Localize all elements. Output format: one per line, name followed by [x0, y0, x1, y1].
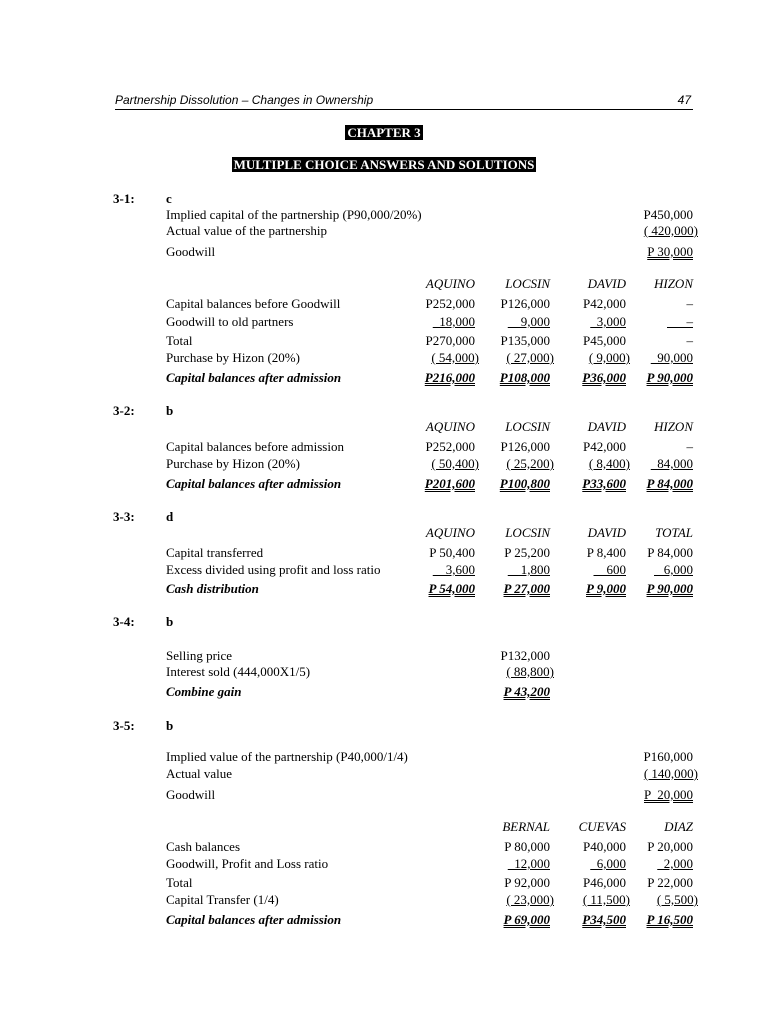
table-cell: 2,000: [657, 856, 693, 871]
row-label: Capital balances after admission: [166, 912, 342, 927]
table-cell: P 69,000: [503, 912, 550, 927]
line-value: P 30,000: [647, 244, 693, 259]
column-header: HIZON: [653, 419, 693, 434]
table-cell: P36,000: [582, 370, 626, 385]
row-label: Excess divided using profit and loss ratio: [166, 562, 381, 577]
table-cell: ( 27,000): [506, 350, 554, 365]
question-number: 3-4:: [113, 614, 135, 629]
table-cell: P 84,000: [647, 545, 693, 560]
column-header: AQUINO: [425, 419, 475, 434]
column-header: TOTAL: [655, 525, 693, 540]
row-label: Capital Transfer (1/4): [166, 892, 279, 907]
question-number: 3-1:: [113, 191, 135, 206]
table-cell: –: [686, 333, 693, 348]
question-answer: b: [166, 718, 174, 733]
column-header: BERNAL: [502, 819, 550, 834]
row-label: Capital balances after admission: [166, 476, 342, 491]
column-header: DAVID: [587, 419, 626, 434]
line-label: Goodwill: [166, 787, 216, 802]
column-header: DAVID: [587, 276, 626, 291]
row-label: Capital transferred: [166, 545, 264, 560]
table-cell: P 22,000: [647, 875, 693, 890]
line-label: Actual value: [166, 766, 233, 781]
table-cell: P40,000: [583, 839, 626, 854]
table-cell: P 92,000: [504, 875, 550, 890]
table-cell: P270,000: [425, 333, 475, 348]
column-header: DIAZ: [664, 819, 693, 834]
table-cell: P216,000: [424, 370, 475, 385]
table-cell: P45,000: [583, 333, 626, 348]
question-answer: c: [166, 191, 172, 206]
row-label: Total: [166, 333, 193, 348]
table-cell: ( 9,000): [588, 350, 630, 365]
question-answer: b: [166, 403, 174, 418]
row-label: Interest sold (444,000X1/5): [166, 664, 311, 679]
question-number: 3-2:: [113, 403, 135, 418]
table-cell: P 20,000: [647, 839, 693, 854]
page-number: 47: [677, 93, 691, 107]
table-cell: P 27,000: [503, 581, 550, 596]
line-value: P 43,200: [503, 684, 550, 699]
table-cell: P 9,000: [586, 581, 626, 596]
table-cell: –: [667, 314, 693, 329]
table-cell: P 16,500: [646, 912, 693, 927]
table-cell: P42,000: [583, 296, 626, 311]
row-label: Total: [166, 875, 193, 890]
row-label: Combine gain: [166, 684, 242, 699]
table-cell: 6,000: [654, 562, 693, 577]
table-cell: P46,000: [583, 875, 626, 890]
header-title: Partnership Dissolution – Changes in Ownership: [115, 93, 374, 107]
table-cell: ( 25,200): [506, 456, 554, 471]
table-cell: 6,000: [590, 856, 626, 871]
table-cell: 3,000: [590, 314, 626, 329]
line-label: Implied capital of the partnership (P90,000/20%): [166, 207, 422, 222]
table-cell: 90,000: [650, 350, 693, 365]
question-answer: b: [166, 614, 174, 629]
row-label: Purchase by Hizon (20%): [166, 456, 300, 471]
column-header: AQUINO: [425, 276, 475, 291]
question-number: 3-3:: [113, 509, 135, 524]
table-cell: ( 8,400): [588, 456, 630, 471]
page-header: [115, 93, 693, 110]
line-value: P132,000: [500, 648, 550, 663]
table-cell: ( 50,400): [431, 456, 479, 471]
table-cell: P42,000: [583, 439, 626, 454]
row-label: Goodwill, Profit and Loss ratio: [166, 856, 329, 871]
table-cell: P 8,400: [586, 545, 626, 560]
table-cell: 84,000: [650, 456, 693, 471]
table-cell: P33,600: [582, 476, 626, 491]
table-cell: P 90,000: [646, 581, 693, 596]
row-label: Cash distribution: [166, 581, 259, 596]
row-label: Capital balances before admission: [166, 439, 344, 454]
column-header: DAVID: [587, 525, 626, 540]
table-cell: P 80,000: [504, 839, 550, 854]
line-label: Implied value of the partnership (P40,000/1/4): [166, 749, 408, 764]
row-label: Capital balances before Goodwill: [166, 296, 341, 311]
line-value: P160,000: [643, 749, 693, 764]
table-cell: P 50,400: [429, 545, 475, 560]
table-cell: P108,000: [499, 370, 550, 385]
table-cell: P 90,000: [646, 370, 693, 385]
table-cell: –: [686, 296, 693, 311]
table-cell: 3,600: [432, 562, 475, 577]
table-cell: P201,600: [424, 476, 475, 491]
column-header: AQUINO: [425, 525, 475, 540]
table-cell: P135,000: [500, 333, 550, 348]
table-cell: P34,500: [582, 912, 626, 927]
row-label: Capital balances after admission: [166, 370, 342, 385]
question-answer: d: [166, 509, 174, 524]
subtitle-banner: [0, 157, 768, 173]
line-value: P 20,000: [644, 787, 693, 802]
table-cell: –: [686, 439, 693, 454]
table-cell: P126,000: [500, 296, 550, 311]
line-label: Actual value of the partnership: [166, 223, 327, 238]
column-header: CUEVAS: [578, 819, 626, 834]
column-header: LOCSIN: [505, 276, 550, 291]
table-cell: 600: [593, 562, 626, 577]
table-cell: 1,800: [507, 562, 550, 577]
table-cell: 9,000: [507, 314, 550, 329]
line-value: ( 88,800): [506, 664, 554, 679]
column-header: LOCSIN: [505, 525, 550, 540]
column-header: HIZON: [653, 276, 693, 291]
line-value: P450,000: [643, 207, 693, 222]
line-label: Goodwill: [166, 244, 216, 259]
line-value: ( 140,000): [643, 766, 698, 781]
table-cell: 18,000: [432, 314, 475, 329]
column-header: LOCSIN: [505, 419, 550, 434]
question-number: 3-5:: [113, 718, 135, 733]
chapter-title: CHAPTER 3: [347, 125, 421, 140]
table-cell: ( 23,000): [506, 892, 554, 907]
line-value: ( 420,000): [643, 223, 698, 238]
table-cell: P 84,000: [646, 476, 693, 491]
table-cell: P252,000: [425, 439, 475, 454]
table-cell: P252,000: [425, 296, 475, 311]
row-label: Selling price: [166, 648, 233, 663]
row-label: Cash balances: [166, 839, 241, 854]
table-cell: ( 5,500): [656, 892, 698, 907]
table-cell: ( 11,500): [582, 892, 630, 907]
table-cell: ( 54,000): [431, 350, 479, 365]
table-cell: P126,000: [500, 439, 550, 454]
row-label: Purchase by Hizon (20%): [166, 350, 300, 365]
table-cell: 12,000: [507, 856, 550, 871]
table-cell: P 54,000: [428, 581, 475, 596]
row-label: Goodwill to old partners: [166, 314, 294, 329]
chapter-banner: [0, 125, 768, 141]
section-title: MULTIPLE CHOICE ANSWERS AND SOLUTIONS: [233, 157, 535, 172]
table-cell: P 25,200: [504, 545, 550, 560]
table-cell: P100,800: [499, 476, 550, 491]
